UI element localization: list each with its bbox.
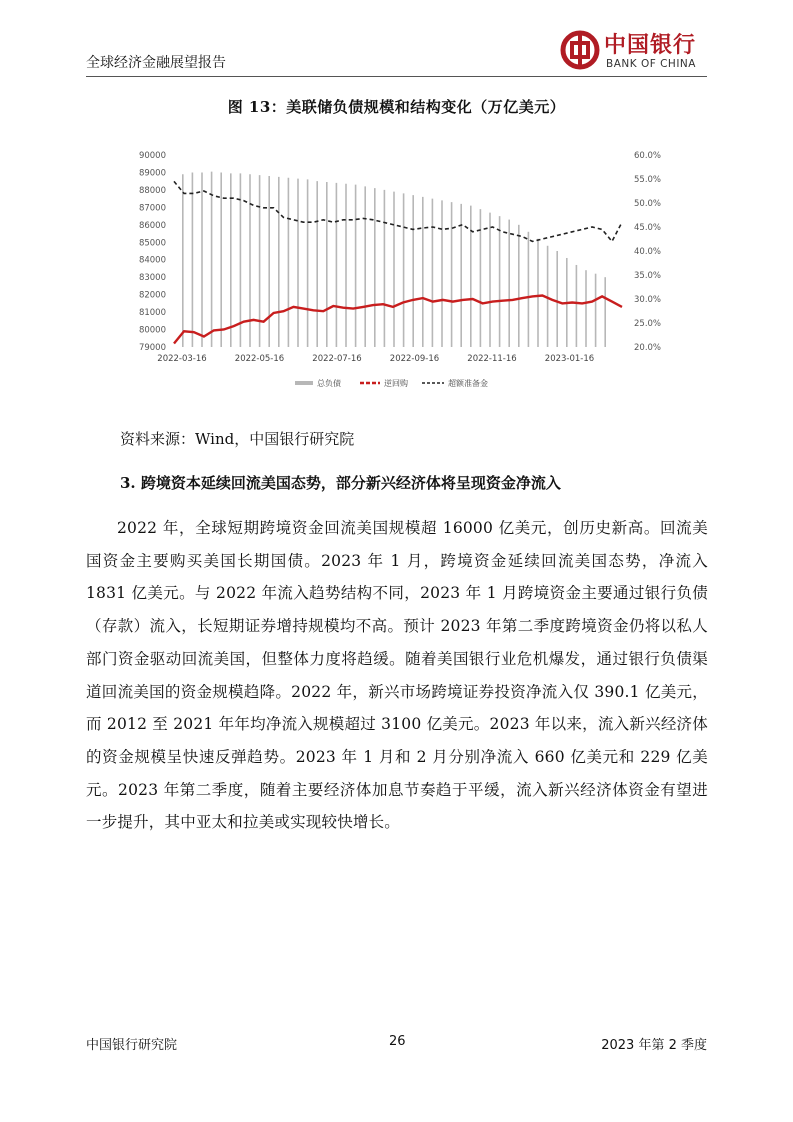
footer-quarter: 2023 年第 2 季度: [601, 1038, 707, 1053]
bank-logo: [560, 28, 710, 74]
right-axis-tick-label: 30.0%: [634, 295, 662, 305]
figure-title: 图 13：美联储负债规模和结构变化（万亿美元）: [227, 98, 566, 116]
report-title: 全球经济金融展望报告: [86, 55, 226, 71]
left-axis-tick-label: 85000: [138, 238, 166, 249]
section-heading: 3. 跨境资本延续回流美国态势，部分新兴经济体将呈现资金净流入: [120, 474, 561, 492]
left-axis-tick-label: 86000: [138, 220, 166, 231]
right-axis-tick-label: 55.0%: [634, 175, 662, 185]
header-divider: [86, 76, 707, 77]
logo-chinese-name: 中国银行: [604, 32, 697, 58]
fed-liabilities-chart: [130, 145, 670, 400]
source-note: 资料来源：Wind，中国银行研究院: [120, 430, 355, 448]
right-axis-tick-label: 50.0%: [634, 199, 662, 209]
left-axis-tick-label: 82000: [138, 290, 166, 301]
right-axis-tick-label: 60.0%: [634, 151, 662, 161]
right-axis-tick-label: 25.0%: [634, 319, 662, 329]
left-axis-tick-label: 84000: [138, 255, 166, 266]
left-axis-tick-label: 88000: [138, 185, 166, 196]
left-axis-tick-label: 80000: [138, 325, 166, 336]
x-axis-tick-label: 2022-11-16: [467, 354, 517, 364]
legend-label: 超额准备金: [448, 379, 488, 388]
left-axis-tick-label: 90000: [138, 151, 166, 161]
right-axis-tick-label: 45.0%: [634, 223, 662, 233]
legend-label: 总负债: [317, 379, 341, 388]
legend-label: 逆回购: [384, 379, 408, 388]
x-axis-tick-label: 2022-05-16: [234, 354, 285, 364]
left-axis-tick-label: 89000: [138, 168, 166, 179]
left-axis-tick-label: 81000: [138, 308, 166, 319]
legend-swatch-total-liabilities: [295, 381, 313, 385]
body-paragraph: 2022 年，全球短期跨境资金回流美国规模超 16000 亿美元，创历史新高。回流美国资金主要购买美国长期国债。2023 年 1 月，跨境资金延续回流美国态势，净流入 1831 亿美元。与 2022 年流入趋势结构不同，2023 年 1 月跨境资金主要通过银行负债（存款）流入，长短期证券增持规模均不高。预计 2023 年第二季度跨境资金仍将以私人部门资金驱动回流美国，但整体力度将趋缓。随着美国银行业危机爆发，通过银行负债渠道回流美国的资金规模趋降。2022 年，新兴市场跨境证券投资净流入仅 390.1 亿美元，而 2012 至 2021 年年均净流入规模超过 3100 亿美元。2023 年以来，流入新兴经济体的资金规模呈快速反弹趋势。2023 年 1 月和 2 月分别净流入 660 亿美元和 229 亿美元。2023 年第二季度，随着主要经济体加息节奏趋于平缓，流入新兴经济体资金有望进一步提升，其中亚太和拉美或实现较快增长。: [86, 519, 708, 832]
boc-emblem-icon: [560, 30, 600, 70]
right-axis-tick-label: 40.0%: [634, 247, 662, 257]
left-axis-tick-label: 79000: [138, 343, 166, 353]
logo-english-name: BANK OF CHINA: [606, 58, 696, 70]
x-axis-tick-label: 2022-03-16: [157, 354, 207, 364]
right-axis-tick-label: 35.0%: [634, 271, 662, 281]
x-axis-tick-label: 2023-01-16: [544, 354, 595, 364]
right-axis-tick-label: 20.0%: [634, 343, 662, 353]
footer-org: 中国银行研究院: [86, 1038, 178, 1053]
page-number: 26: [389, 1034, 406, 1049]
left-axis-tick-label: 87000: [138, 203, 166, 214]
x-axis-tick-label: 2022-07-16: [312, 354, 362, 364]
left-axis-tick-label: 83000: [138, 273, 166, 284]
x-axis-tick-label: 2022-09-16: [389, 354, 440, 364]
